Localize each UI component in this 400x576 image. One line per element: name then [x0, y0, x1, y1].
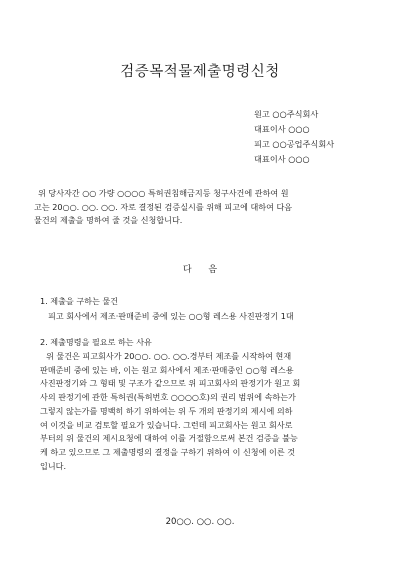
section1-body: 피고 회사에서 제조·판매준비 중에 있는 ○○형 레스용 사진판정기 1대 — [48, 311, 294, 321]
section2-line: 사진판정기와 그 형태 및 구조가 같으므로 위 피고회사의 판정기가 원고 회 — [40, 378, 301, 389]
section-heading: 다 음 — [182, 265, 218, 275]
plaintiff-line: 원고 ○○주식회사 — [254, 109, 319, 119]
section1-title: 1. 제출을 구하는 물건 — [40, 296, 118, 306]
defendant-line: 피고 ○○공업주식회사 — [254, 139, 335, 149]
document-title: 검증목적물제출명령신청 — [120, 64, 280, 80]
section2-line: 입니다. — [40, 460, 67, 471]
section2-title: 2. 제출명령을 필요로 하는 사유 — [40, 337, 152, 347]
intro-line: 고는 20○○. ○○. ○○. 자로 결정된 검증실시를 위해 피고에 대하여 다음 — [34, 201, 293, 212]
intro-line: 위 당사자간 ○○ 가량 ○○○○ 특허권침해금지등 청구사건에 관하여 원 — [38, 188, 289, 198]
section2-body — [40, 350, 372, 473]
section2-line: 케 하고 있으므로 그 제출명령의 결정을 구하기 위하여 이 신청에 이른 것 — [40, 446, 296, 457]
section2-line: 그렇지 않는가를 명백히 하기 위하여는 위 두 개의 판정기의 제시에 의하 — [40, 405, 293, 416]
section2-line: 부터의 위 물건의 제시요청에 대하여 이를 거절함으로써 본건 검증을 불능 — [40, 433, 298, 444]
document-date: 20○○. ○○. ○○. — [165, 517, 235, 527]
section2-line: 위 물건은 피고회사가 20○○. ○○. ○○.경부터 제조를 시작하여 현재 — [46, 351, 292, 361]
intro-line: 물건의 제출을 명하여 줄 것을 신청합니다. — [34, 215, 183, 225]
plaintiff-representative-line: 대표이사 ○○○ — [254, 124, 310, 134]
section2-line: 판매준비 중에 있는 바, 이는 원고 회사에서 제조·판매중인 ○○형 레스용 — [40, 364, 294, 375]
defendant-representative-line: 대표이사 ○○○ — [254, 154, 310, 164]
section2-line: 여 이것을 비교 검토할 필요가 있습니다. 그런데 피고회사는 원고 회사로 — [40, 419, 293, 430]
parties-block — [254, 107, 334, 167]
section2-line: 사의 판정기에 관한 특허권(특허번호 ○○○○호)의 권리 범위에 속하는가 — [40, 392, 296, 403]
intro-paragraph — [34, 187, 370, 228]
